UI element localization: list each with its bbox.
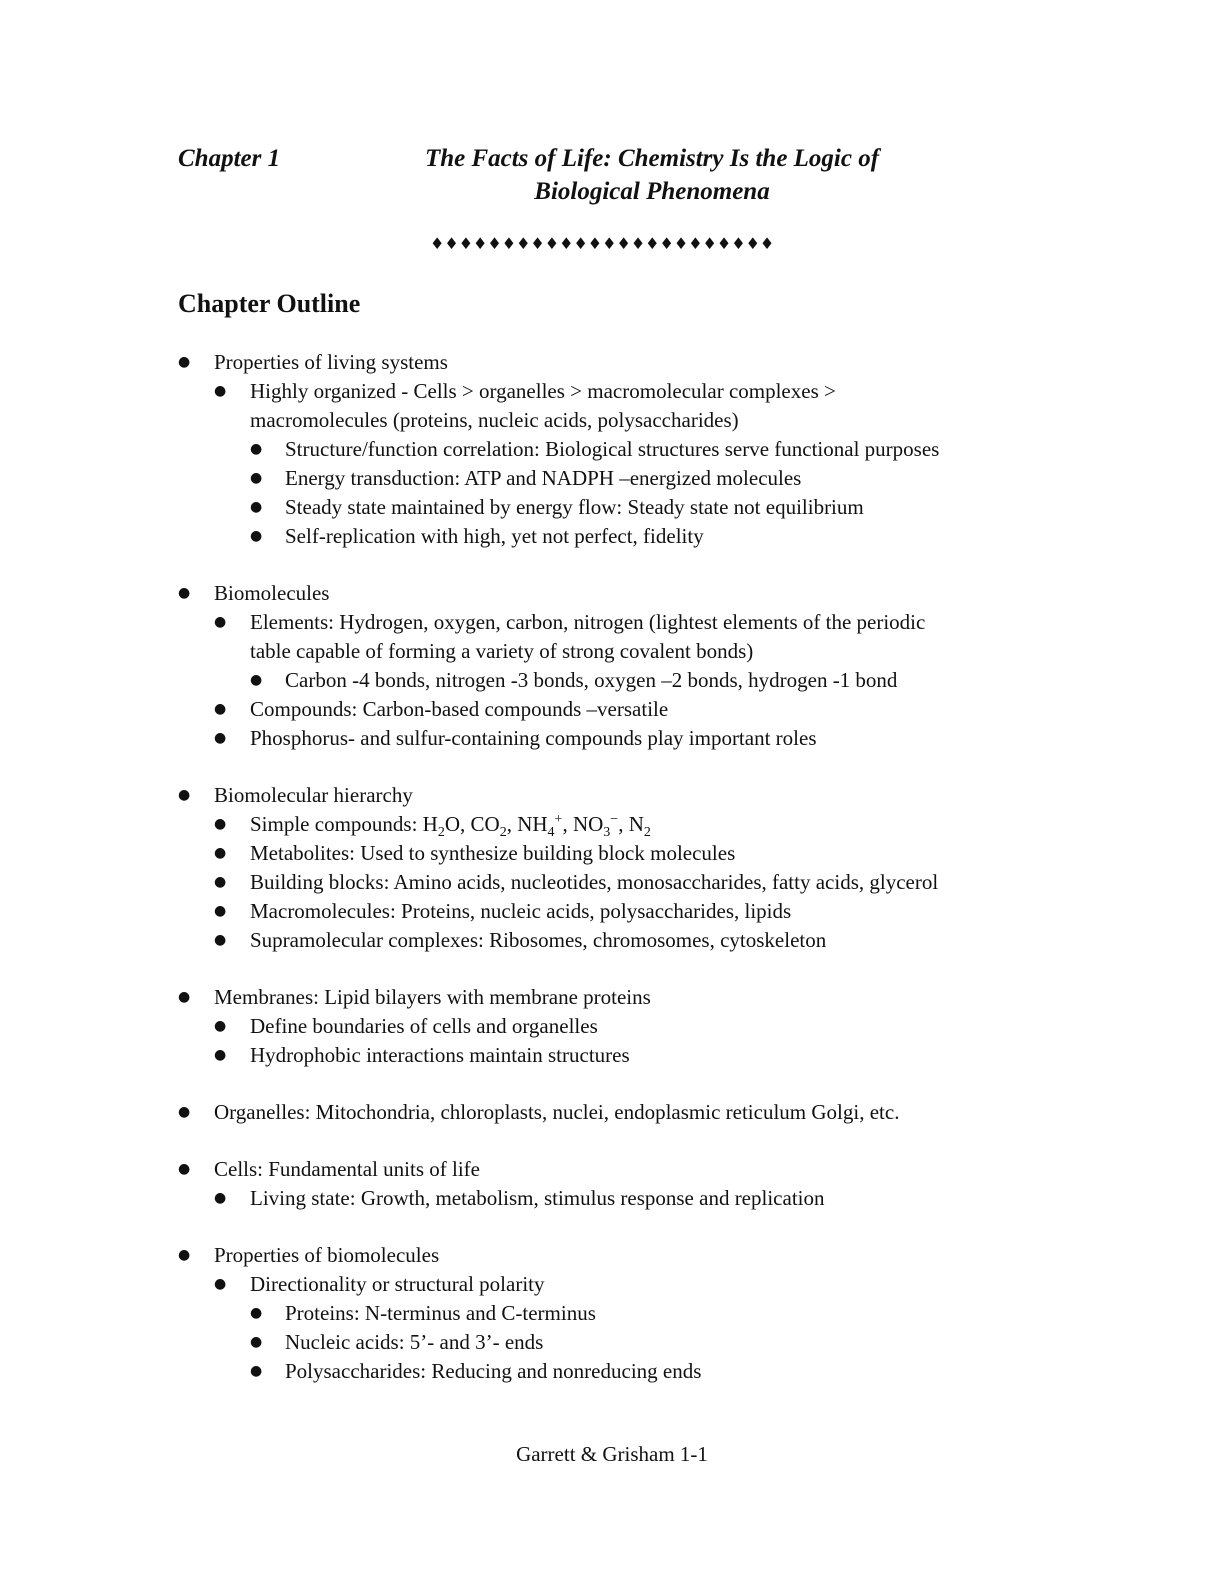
list-item: ● Macromolecules: Proteins, nucleic acids, polysaccharides, lipids	[178, 897, 1058, 926]
chapter-label: Chapter 1	[178, 145, 281, 172]
list-item: ● Organelles: Mitochondria, chloroplasts, nuclei, endoplasmic reticulum Golgi, etc.	[178, 1098, 1058, 1127]
list-item: ● Properties of biomolecules	[178, 1241, 1058, 1270]
list-item: ● Steady state maintained by energy flow: Steady state not equilibrium	[178, 493, 1058, 522]
bullet-icon: ●	[214, 701, 227, 717]
outline-heading: Chapter Outline	[178, 289, 361, 318]
bullet-icon: ●	[214, 1190, 227, 1206]
bullet-icon: ●	[178, 585, 191, 601]
chapter-title	[392, 142, 912, 208]
bullet-icon: ●	[250, 1334, 263, 1350]
bullet-icon: ●	[250, 528, 263, 544]
outline-section	[178, 781, 1058, 955]
list-item: ● Carbon -4 bonds, nitrogen -3 bonds, oxygen –2 bonds, hydrogen -1 bond	[178, 666, 1058, 695]
list-item: ● Elements: Hydrogen, oxygen, carbon, nitrogen (lightest elements of the periodic table capable of forming a variety of strong covalent bonds)	[214, 610, 926, 663]
list-item: ● Structure/function correlation: Biological structures serve functional purposes	[178, 435, 1058, 464]
list-item: ● Define boundaries of cells and organelles	[178, 1012, 1058, 1041]
bullet-icon: ●	[214, 845, 227, 861]
outline-section	[178, 348, 1058, 551]
outline-section	[178, 983, 1058, 1070]
bullet-icon: ●	[250, 1305, 263, 1321]
list-item: ● Compounds: Carbon-based compounds –versatile	[178, 695, 1058, 724]
bullet-icon: ●	[250, 672, 263, 688]
list-item: ● Biomolecules	[178, 579, 1058, 608]
chapter-outline	[178, 348, 1058, 1414]
bullet-icon: ●	[250, 499, 263, 515]
list-item: ● Building blocks: Amino acids, nucleotides, monosaccharides, fatty acids, glycerol	[178, 868, 1058, 897]
bullet-icon: ●	[214, 1018, 227, 1034]
list-item: ● Proteins: N-terminus and C-terminus	[178, 1299, 1058, 1328]
bullet-icon: ●	[178, 1161, 191, 1177]
list-item: ● Hydrophobic interactions maintain structures	[178, 1041, 1058, 1070]
list-item: ● Metabolites: Used to synthesize building block molecules	[178, 839, 1058, 868]
bullet-icon: ●	[214, 1276, 227, 1292]
bullet-icon: ●	[214, 383, 227, 399]
list-item: ● Directionality or structural polarity	[178, 1270, 1058, 1299]
bullet-icon: ●	[214, 730, 227, 746]
outline-section	[178, 1098, 1058, 1127]
bullet-icon: ●	[250, 1363, 263, 1379]
outline-section	[178, 1241, 1058, 1386]
outline-section	[178, 579, 1058, 753]
list-item: ● Cells: Fundamental units of life	[178, 1155, 1058, 1184]
diamond-divider: ♦♦♦♦♦♦♦♦♦♦♦♦♦♦♦♦♦♦♦♦♦♦♦♦	[430, 234, 775, 253]
list-item: ● Biomolecular hierarchy	[178, 781, 1058, 810]
bullet-icon: ●	[214, 932, 227, 948]
list-item: ● Self-replication with high, yet not perfect, fidelity	[178, 522, 1058, 551]
bullet-icon: ●	[214, 816, 227, 832]
list-item: ● Polysaccharides: Reducing and nonreducing ends	[178, 1357, 1058, 1386]
list-item: ● Properties of living systems	[178, 348, 1058, 377]
list-item: ● Nucleic acids: 5’- and 3’- ends	[178, 1328, 1058, 1357]
list-item: ● Simple compounds: $H_2O$, $CO_2$, $NH_4^+$, $NO_3^-$, $N_2$	[214, 812, 651, 841]
list-item: ● Membranes: Lipid bilayers with membrane proteins	[178, 983, 1058, 1012]
outline-section	[178, 1155, 1058, 1213]
bullet-icon: ●	[178, 1104, 191, 1120]
bullet-icon: ●	[178, 354, 191, 370]
list-item: ● Supramolecular complexes: Ribosomes, chromosomes, cytoskeleton	[178, 926, 1058, 955]
page-footer: Garrett & Grisham 1-1	[516, 1442, 708, 1466]
list-item: ● Highly organized - Cells > organelles > macromolecular complexes > macromolecules (proteins, nucleic acids, polysaccharides)	[214, 379, 836, 432]
bullet-icon: ●	[178, 1247, 191, 1263]
bullet-icon: ●	[214, 1047, 227, 1063]
bullet-icon: ●	[214, 614, 227, 630]
bullet-icon: ●	[214, 903, 227, 919]
bullet-icon: ●	[250, 441, 263, 457]
chapter-title-line-2: Biological Phenomena	[534, 178, 770, 205]
list-item: ● Living state: Growth, metabolism, stimulus response and replication	[178, 1184, 1058, 1213]
bullet-icon: ●	[214, 874, 227, 890]
bullet-icon: ●	[178, 989, 191, 1005]
bullet-icon: ●	[178, 787, 191, 803]
chapter-title-line-1: The Facts of Life: Chemistry Is the Logic of	[424, 145, 880, 172]
list-item: ● Energy transduction: ATP and NADPH –energized molecules	[178, 464, 1058, 493]
bullet-icon: ●	[250, 470, 263, 486]
list-item: ● Phosphorus- and sulfur-containing compounds play important roles	[178, 724, 1058, 753]
